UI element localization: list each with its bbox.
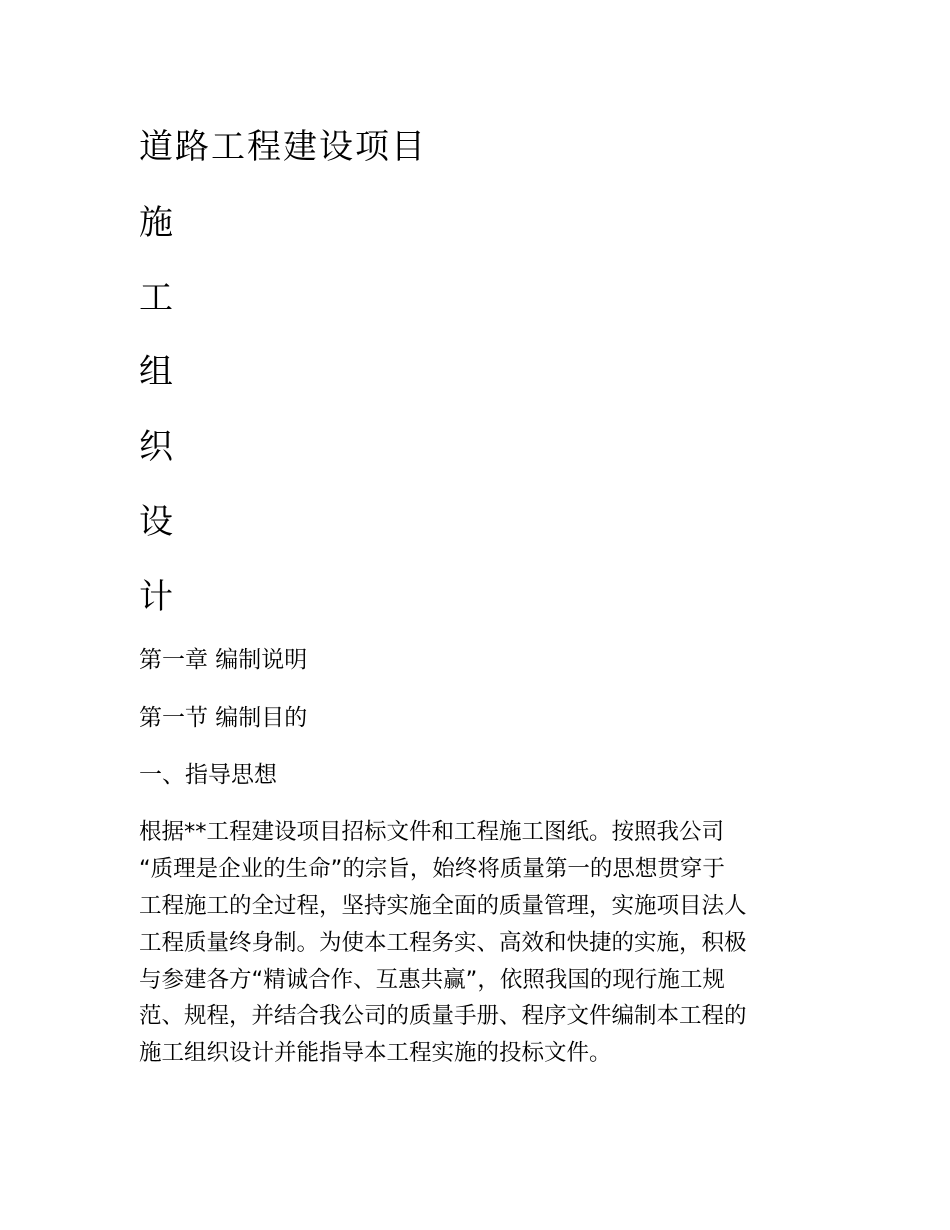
paragraph-line: 工程质量终身制。为使本工程务实、高效和快捷的实施，积极 bbox=[139, 929, 747, 956]
document-title-line: 组 bbox=[139, 352, 175, 392]
body-paragraph bbox=[139, 818, 804, 1076]
paragraph-line: 与参建各方“精诚合作、互惠共赢”，依照我国的现行施工规 bbox=[139, 966, 725, 993]
document-title-line: 施 bbox=[139, 203, 175, 243]
paragraph-line: 工程施工的全过程，坚持实施全面的质量管理，实施项目法人 bbox=[139, 892, 747, 919]
document-title-line: 设 bbox=[139, 502, 175, 542]
subsection-heading: 一、指导思想 bbox=[139, 762, 277, 788]
paragraph-line: 根据**工程建设项目招标文件和工程施工图纸。按照我公司 bbox=[139, 819, 725, 845]
document-title-line: 计 bbox=[139, 577, 175, 617]
document-title-line: 道路工程建设项目 bbox=[139, 127, 427, 167]
section-heading: 第一节 编制目的 bbox=[139, 705, 308, 731]
document-title-line: 织 bbox=[139, 427, 175, 467]
paragraph-line: 施工组织设计并能指导本工程实施的投标文件。 bbox=[139, 1040, 612, 1067]
chapter-heading: 第一章 编制说明 bbox=[139, 647, 308, 673]
paragraph-line: “质理是企业的生命”的宗旨，始终将质量第一的思想贯穿于 bbox=[139, 855, 725, 882]
paragraph-line: 范、规程，并结合我公司的质量手册、程序文件编制本工程的 bbox=[139, 1003, 747, 1030]
document-title-line: 工 bbox=[139, 278, 175, 318]
